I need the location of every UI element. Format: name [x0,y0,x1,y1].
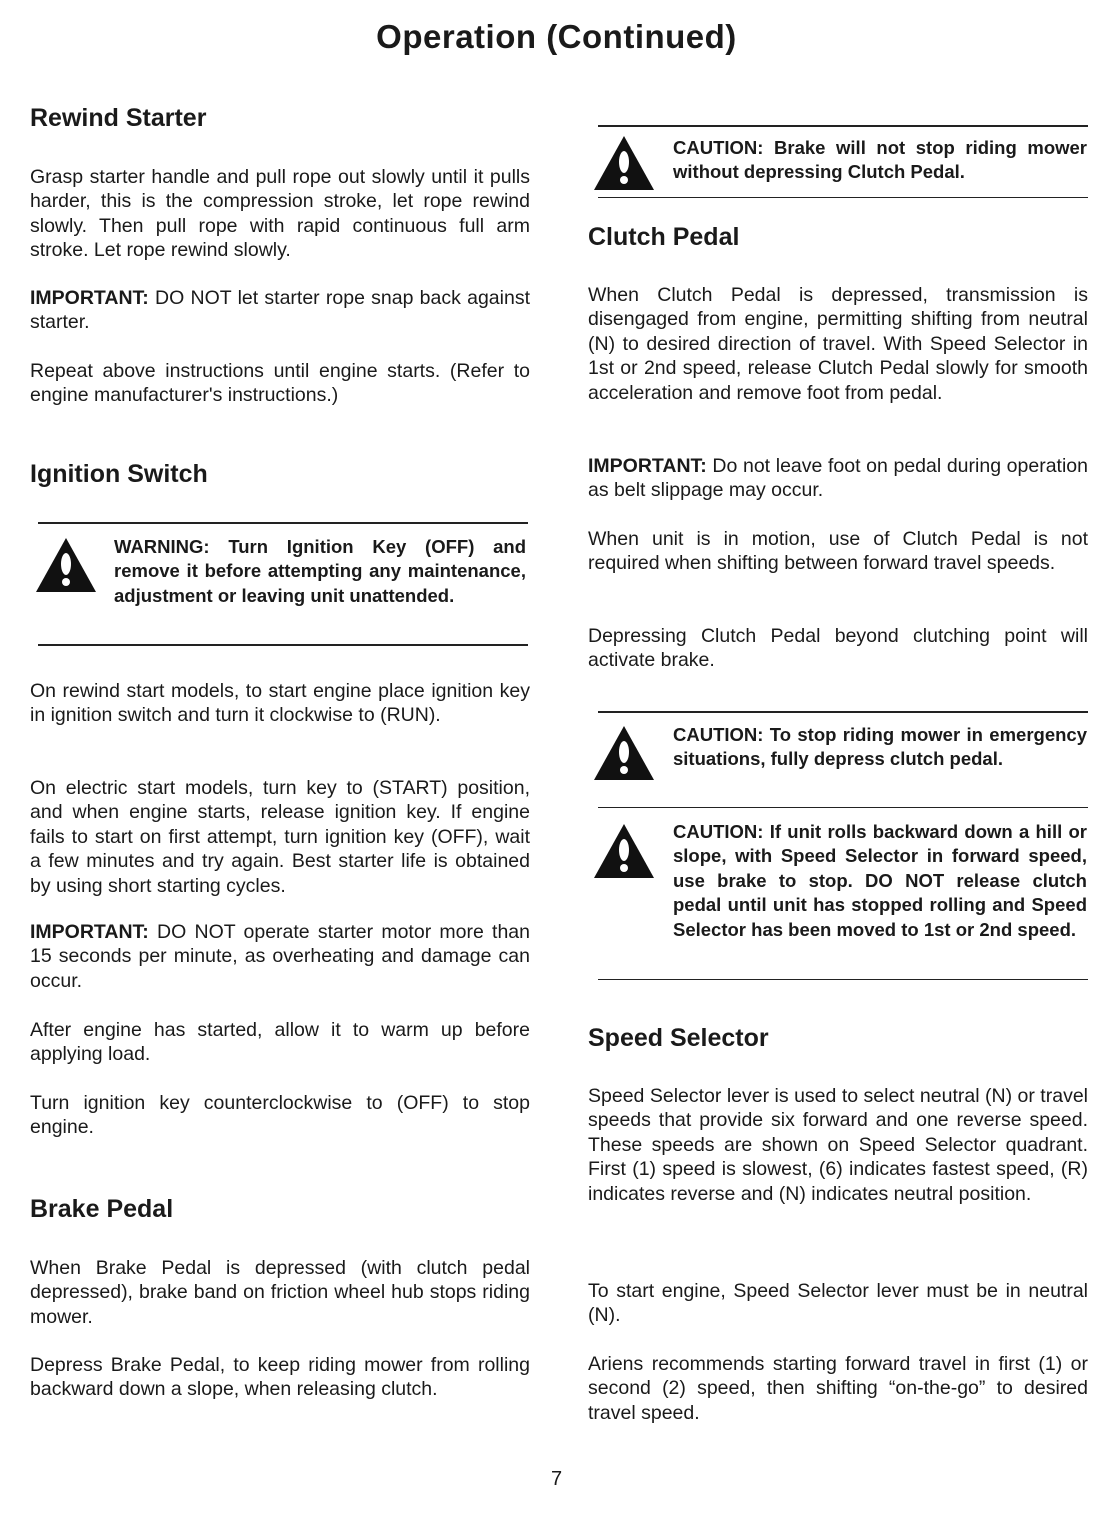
warning-icon [34,536,98,594]
brake-para-2: Depress Brake Pedal, to keep riding mower from rolling backward down a slope, when releasing clutch. [30,1354,530,1401]
caution3-rule-bottom [598,979,1088,980]
brake-para-1: When Brake Pedal is depressed (with clutch pedal depressed), brake band on friction wheel hub stops riding mower. [30,1257,530,1328]
warning-text: WARNING: Turn Ignition Key (OFF) and remove it before attempting any maintenance, adjustment or leaving unit unattended. [114,536,526,606]
ignition-para-1: On rewind start models, to start engine place ignition key in ignition switch and turn it clockwise to (RUN). [30,680,530,727]
clutch-para-3: When unit is in motion, use of Clutch Pedal is not required when shifting between forward travel speeds. [588,528,1088,575]
caution1-rule-top [598,125,1088,127]
ignition-important [30,920,530,993]
rewind-starter-para-1: Grasp starter handle and pull rope out slowly until it pulls harder, this is the compression stroke, let rope rewind slowly. Then pull rope with rapid continuous full arm stroke. Let rope rewind slowly. [30,166,530,262]
important-text: DO NOT operate starter motor more than 15 seconds per minute, as overheating and damage can occur. [30,921,530,992]
warning-icon [592,822,656,880]
brake-pedal-heading: Brake Pedal [30,1195,174,1223]
speed-para-3: Ariens recommends starting forward travel in first (1) or second (2) speed, then shifting “on-the-go” to desired travel speed. [588,1353,1088,1424]
ignition-para-4: After engine has started, allow it to warm up before applying load. [30,1019,530,1066]
important-label: IMPORTANT: [30,287,149,309]
warning-rule-top [38,522,528,524]
important-text: Do not leave foot on pedal during operation as belt slippage may occur. [588,455,1088,502]
caution2-rule-bottom [598,807,1088,808]
speed-selector-heading: Speed Selector [588,1024,769,1052]
caution2-rule-top [598,711,1088,713]
warning-rule-bottom [38,644,528,646]
speed-para-2: To start engine, Speed Selector lever must be in neutral (N). [588,1280,1088,1327]
ignition-para-2: On electric start models, turn key to (START) position, and when engine starts, release ignition key. If engine fails to start on first attempt, turn ignition key (OFF), wait a few minutes and try again. Best starter life is obtained by using short starting cycles. [30,777,530,897]
rewind-starter-heading: Rewind Starter [30,104,207,132]
caution2-text: CAUTION: To stop riding mower in emergency situations, fully depress clutch pedal. [673,724,1087,770]
ignition-para-5: Turn ignition key counterclockwise to (OFF) to stop engine. [30,1092,530,1139]
speed-para-1: Speed Selector lever is used to select neutral (N) or travel speeds that provide six forward and one reverse speed. These speeds are shown on Speed Selector quadrant. First (1) speed is slowest, (6) indicates fastest speed, (R) indicates reverse and (N) indicates neutral position. [588,1085,1088,1205]
caution1-text: CAUTION: Brake will not stop riding mower without depressing Clutch Pedal. [673,137,1087,183]
caution1-rule-bottom [598,197,1088,198]
ignition-switch-heading: Ignition Switch [30,460,208,488]
rewind-starter-important [30,286,530,335]
rewind-starter-para-3: Repeat above instructions until engine starts. (Refer to engine manufacturer's instructions.) [30,360,530,407]
clutch-important [588,454,1088,503]
important-label: IMPORTANT: [588,455,707,477]
page-title: Operation (Continued) [376,18,737,55]
important-label: IMPORTANT: [30,921,149,943]
page-number: 7 [550,1468,563,1490]
clutch-para-4: Depressing Clutch Pedal beyond clutching point will activate brake. [588,625,1088,672]
clutch-para-1: When Clutch Pedal is depressed, transmission is disengaged from engine, permitting shifting from neutral (N) to desired direction of travel. With Speed Selector in 1st or 2nd speed, release Clutch Pedal slowly for smooth acceleration and remove foot from pedal. [588,284,1088,404]
important-text: DO NOT let starter rope snap back against starter. [30,287,530,334]
clutch-pedal-heading: Clutch Pedal [588,223,740,251]
warning-icon [592,724,656,782]
warning-icon [592,134,656,192]
caution3-text: CAUTION: If unit rolls backward down a hill or slope, with Speed Selector in forward speed, use brake to stop. DO NOT release clutch pedal until unit has stopped rolling and Speed Selector has been moved to 1st or 2nd speed. [673,821,1087,940]
